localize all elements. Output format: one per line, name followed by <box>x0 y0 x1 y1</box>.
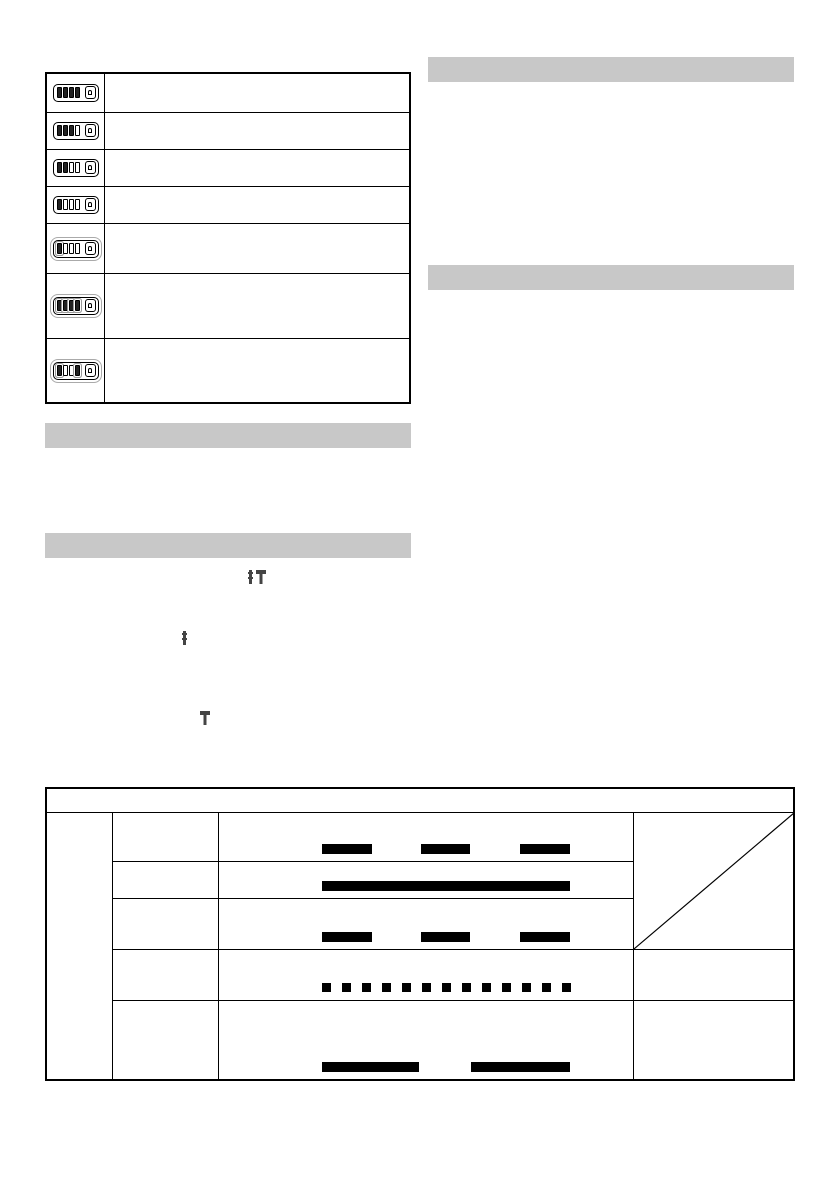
battery-segment <box>57 125 62 136</box>
pattern-bar <box>520 932 570 942</box>
row-divider <box>112 861 633 862</box>
battery-icon-cell <box>47 74 105 112</box>
battery-segment <box>63 300 68 311</box>
battery-segment <box>57 365 62 376</box>
battery-segment <box>63 125 68 136</box>
section-header-left-1 <box>45 423 411 448</box>
battery-segment <box>57 243 62 254</box>
pattern-bar <box>421 932 470 942</box>
pattern-bar <box>322 844 372 854</box>
battery-level-icon <box>53 362 99 380</box>
battery-level-icon <box>53 297 99 315</box>
pattern-bar <box>322 881 570 891</box>
battery-segment <box>75 87 80 98</box>
drill-icon <box>182 631 188 648</box>
battery-icon-cell <box>47 187 105 223</box>
pattern-dot <box>542 983 551 992</box>
battery-segment <box>63 199 68 210</box>
pattern-dot <box>342 983 351 992</box>
battery-indicator-table <box>45 72 411 404</box>
battery-segment <box>69 243 74 254</box>
row-divider <box>112 949 793 950</box>
header-divider <box>47 812 793 813</box>
battery-segment <box>75 125 80 136</box>
battery-segment <box>69 365 74 376</box>
hammer-icon <box>200 711 210 728</box>
pattern-dot <box>382 983 391 992</box>
battery-segment <box>75 162 80 173</box>
battery-segment <box>69 300 74 311</box>
battery-segment <box>57 300 62 311</box>
pattern-bar <box>322 932 372 942</box>
battery-segment <box>57 87 62 98</box>
not-applicable-diagonal <box>634 813 794 949</box>
row-divider <box>112 898 633 899</box>
lock-icon <box>85 161 96 174</box>
battery-level-icon <box>53 196 99 214</box>
battery-state-row <box>47 112 409 149</box>
battery-state-row <box>47 338 409 402</box>
pattern-dot <box>562 983 571 992</box>
battery-segment <box>57 199 62 210</box>
battery-state-row <box>47 223 409 273</box>
column-divider <box>112 812 113 1079</box>
battery-icon-cell <box>47 150 105 186</box>
battery-segment <box>63 162 68 173</box>
pattern-bar <box>471 1062 570 1072</box>
pattern-dot <box>502 983 511 992</box>
battery-segment <box>69 199 74 210</box>
battery-icon-cell <box>47 339 105 402</box>
row-divider <box>112 1000 793 1001</box>
section-header-left-2 <box>45 533 411 558</box>
drill-and-hammer-icon <box>248 570 266 587</box>
battery-segment <box>75 365 80 376</box>
pattern-dot <box>462 983 471 992</box>
pattern-dot <box>522 983 531 992</box>
section-header-right-1 <box>428 57 794 82</box>
battery-icon-cell <box>47 113 105 149</box>
battery-level-icon <box>53 84 99 102</box>
pattern-bar <box>322 1062 419 1072</box>
section-header-right-2 <box>428 265 794 290</box>
battery-state-row <box>47 74 409 112</box>
lock-icon <box>85 364 96 377</box>
lock-icon <box>85 299 96 312</box>
battery-state-row <box>47 149 409 186</box>
pattern-bar <box>520 844 570 854</box>
battery-level-icon <box>53 240 99 258</box>
lock-icon <box>85 124 96 137</box>
battery-segment <box>63 87 68 98</box>
battery-level-icon <box>53 159 99 177</box>
battery-segment <box>75 243 80 254</box>
pattern-dot <box>482 983 491 992</box>
battery-segment <box>63 243 68 254</box>
battery-state-row <box>47 186 409 223</box>
battery-segment <box>75 300 80 311</box>
lock-icon <box>85 198 96 211</box>
indicator-pattern-table <box>45 787 795 1081</box>
pattern-bar <box>421 844 470 854</box>
battery-level-icon <box>53 122 99 140</box>
battery-segment <box>69 162 74 173</box>
battery-icon-cell <box>47 274 105 338</box>
battery-segment <box>63 365 68 376</box>
pattern-dot <box>402 983 411 992</box>
battery-segment <box>69 125 74 136</box>
battery-segment <box>69 87 74 98</box>
battery-segment <box>75 199 80 210</box>
pattern-dot <box>442 983 451 992</box>
pattern-dot <box>322 983 331 992</box>
battery-segment <box>57 162 62 173</box>
battery-state-row <box>47 273 409 338</box>
column-divider <box>633 812 634 1079</box>
lock-icon <box>85 86 96 99</box>
pattern-dot <box>422 983 431 992</box>
pattern-dot <box>362 983 371 992</box>
battery-icon-cell <box>47 224 105 273</box>
column-divider <box>218 812 219 1079</box>
lock-icon <box>85 242 96 255</box>
